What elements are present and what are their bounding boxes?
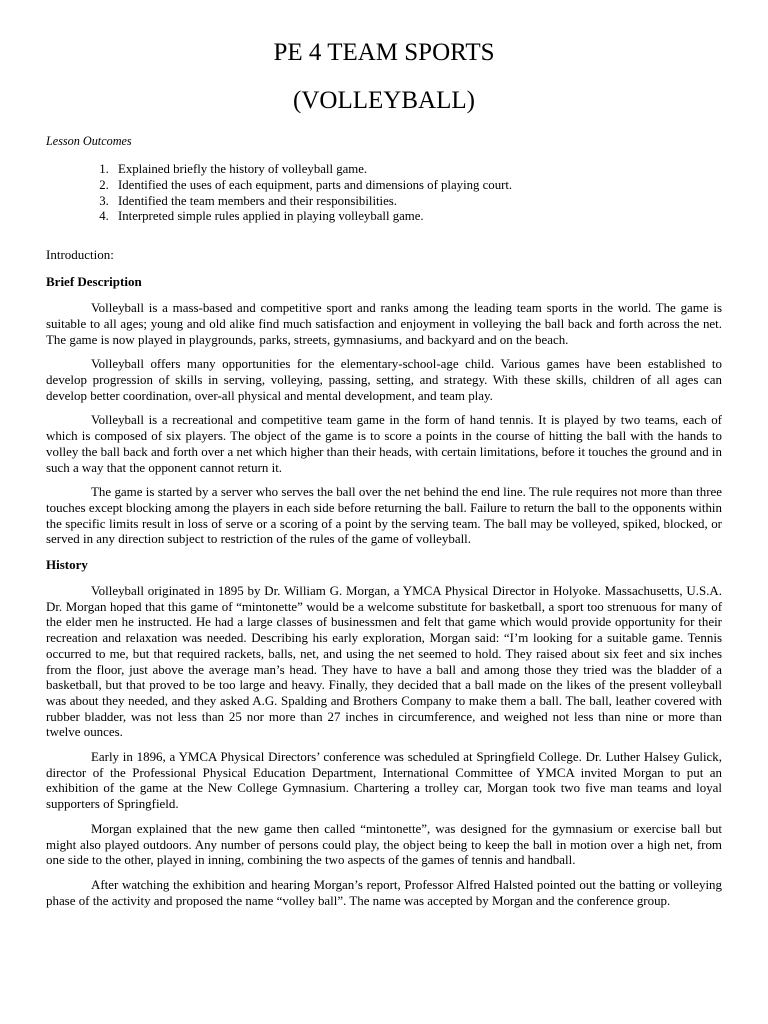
history-paragraph: Early in 1896, a YMCA Physical Directors’ conference was scheduled at Springfield College. Dr. Luther Halsey Gulick, director of the Professional Physical Education Department, International Committee of YMCA invited Morgan to put an exhibition of the game at the New College Gymnasium. Chartering a trolley car, Morgan took two five man teams and loyal supporters of Springfield. — [46, 749, 722, 812]
lesson-outcomes-label: Lesson Outcomes — [46, 134, 132, 148]
brief-description-heading: Brief Description — [46, 274, 142, 290]
lesson-outcomes-list — [46, 162, 722, 225]
history-paragraph: Volleyball originated in 1895 by Dr. William G. Morgan, a YMCA Physical Director in Holyoke. Massachusetts, U.S.A. Dr. Morgan hoped that this game of “mintonette” would be a welcome substitute for basketball, a sport too strenuous for many of the elder men he instructed. He had a large classes of businessmen and felt that game which would provide opportunity for their recreation and relaxation was needed. Describing his early exploration, Morgan said: “I’m looking for a suitable game. Tennis occurred to me, but that required rackets, balls, net, and using the net seemed to hold. They raised about six feet and six inches from the floor, just above the average man’s head. They have to have a ball and among those they tried was the bladder of a basketball, but that proved to be too large and heavy. Finally, they decided that a ball made on the likes of the present volleyball was about they needed, and they asked A.G. Spalding and Brothers Company to make them a ball. The ball, leather covered with rubber bladder, was not less than 25 nor more than 27 inches in circumference, and weighed not less than nine or more than twelve ounces. — [46, 583, 722, 740]
brief-paragraph: Volleyball offers many opportunities for the elementary-school-age child. Various games have been established to develop progression of skills in serving, volleying, passing, setting, and strategy. With these skills, children of all ages can develop better coordination, over-all physical and mental development, and team play. — [46, 356, 722, 403]
brief-paragraph: Volleyball is a recreational and competitive team game in the form of hand tennis. It is played by two teams, each of which is composed of six players. The object of the game is to score a points in the course of hitting the ball with the hands to volley the ball back and forth over a net which higher than their heads, with certain limitations, before it touches the ground and in such a way that the opponent cannot return it. — [46, 412, 722, 475]
document-title: PE 4 TEAM SPORTS — [273, 39, 495, 66]
document-subtitle: (VOLLEYBALL) — [293, 87, 475, 114]
history-heading: History — [46, 557, 88, 573]
brief-paragraph: Volleyball is a mass-based and competitive sport and ranks among the leading team sports in the world. The game is suitable to all ages; young and old alike find much satisfaction and enjoyment in volleying the ball back and forth across the net. The game is now played in playgrounds, parks, streets, gymnasiums, and backyard and on the beach. — [46, 300, 722, 347]
introduction-label: Introduction: — [46, 247, 114, 263]
outcome-item: 2. Identified the uses of each equipment, parts and dimensions of playing court. — [112, 178, 722, 194]
history-paragraph: After watching the exhibition and hearing Morgan’s report, Professor Alfred Halsted pointed out the batting or volleying phase of the activity and proposed the name “volley ball”. The name was accepted by Morgan and the conference group. — [46, 876, 722, 908]
outcome-item: 4. Interpreted simple rules applied in playing volleyball game. — [112, 209, 722, 225]
outcome-item: 1. Explained briefly the history of volleyball game. — [112, 162, 722, 178]
outcome-item: 3. Identified the team members and their responsibilities. — [112, 194, 722, 210]
brief-paragraph: The game is started by a server who serves the ball over the net behind the end line. The rule requires not more than three touches except blocking among the players in each side before returning the ball. Failure to return the ball to the opponents within the specific limits result in loss of serve or a scoring of a point by the serving team. The ball may be volleyed, spiked, blocked, or served in any direction subject to restriction of the rules of the game of volleyball. — [46, 484, 722, 547]
history-paragraph: Morgan explained that the new game then called “mintonette”, was designed for the gymnasium or exercise ball but might also played outdoors. Any number of persons could play, the object being to keep the ball in motion over a high net, from one side to the other, played in inning, combining the two aspects of the games of tennis and handball. — [46, 820, 722, 868]
